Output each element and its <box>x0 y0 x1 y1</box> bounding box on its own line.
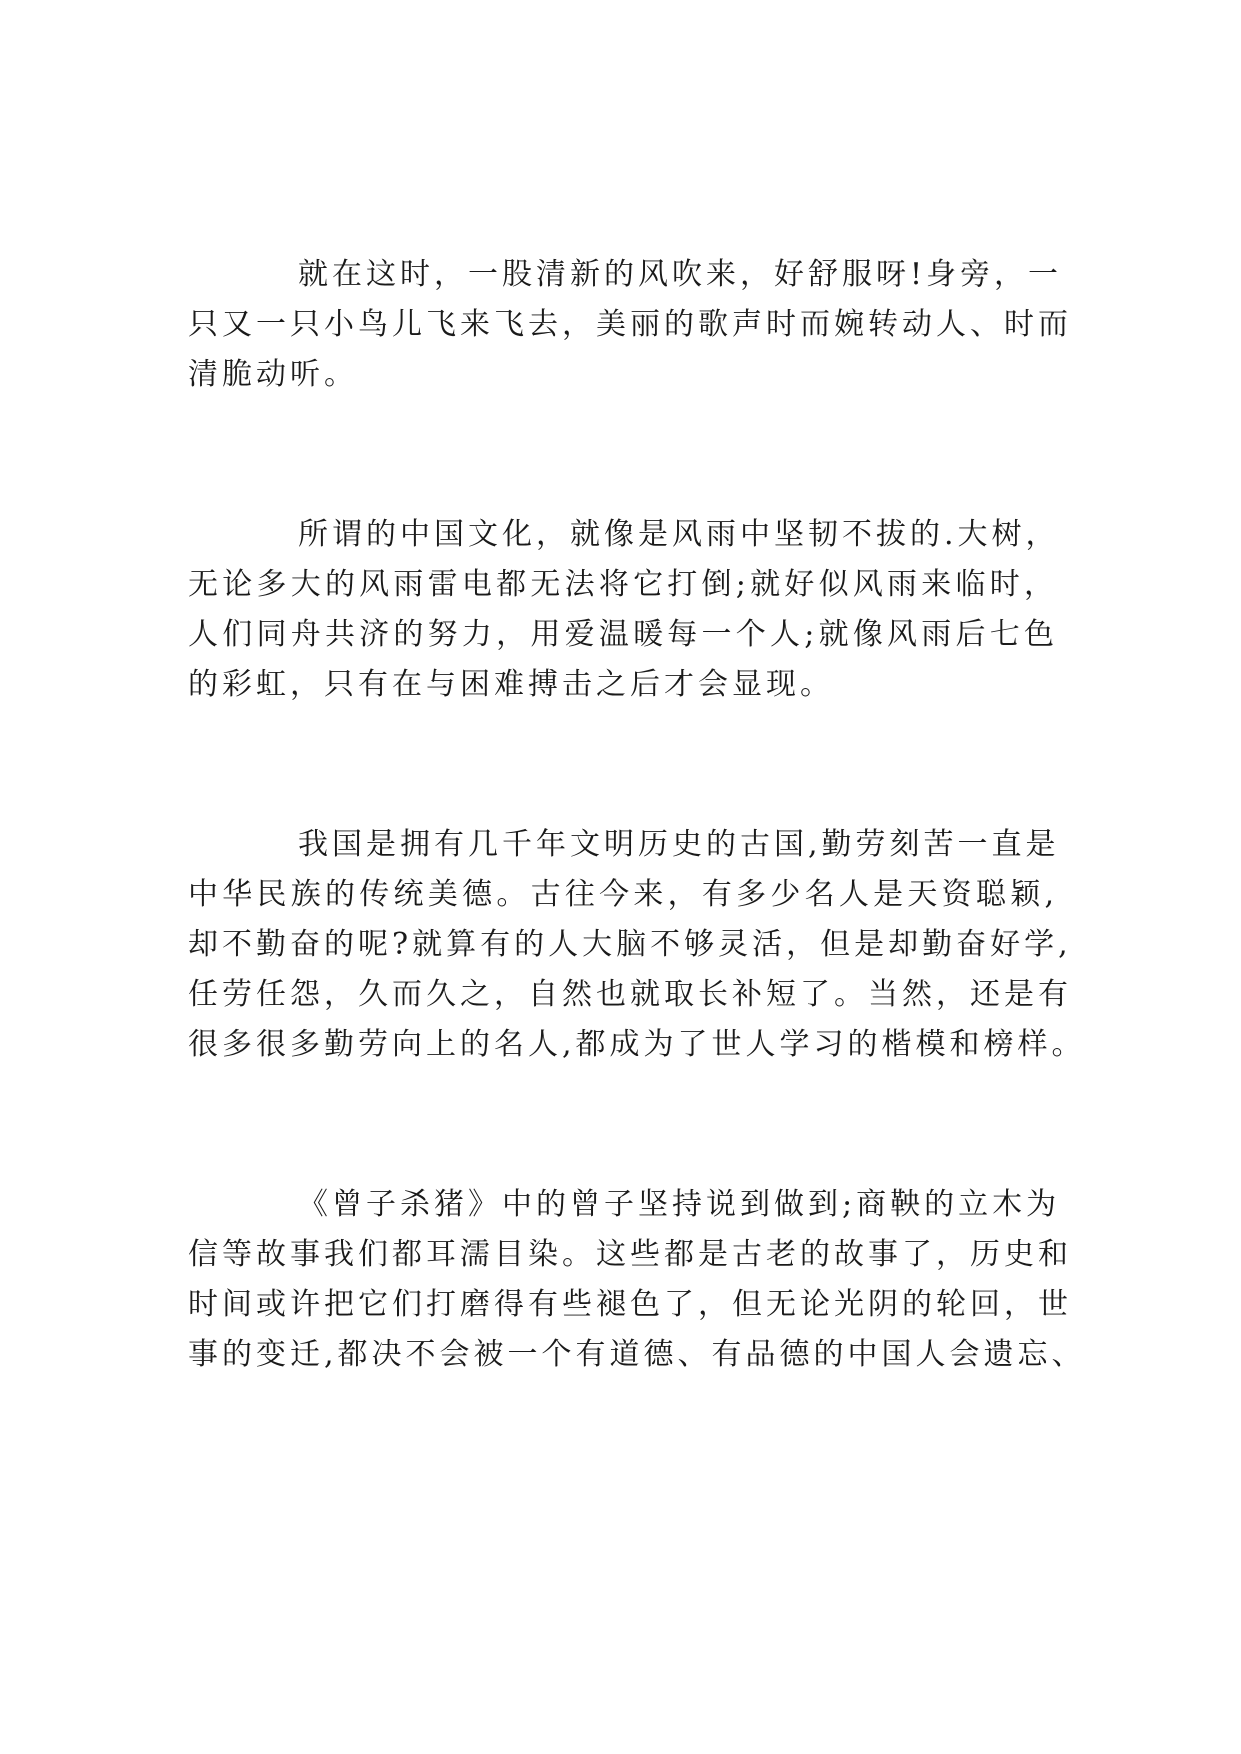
paragraph-line: 任劳任怨，久而久之，自然也就取长补短了。当然，还是有 <box>188 977 1072 1012</box>
paragraph-line: 人们同舟共济的努力，用爱温暖每一个人;就像风雨后七色 <box>188 617 1058 652</box>
paragraph-line: 无论多大的风雨雷电都无法将它打倒;就好似风雨来临时， <box>188 567 1058 602</box>
paragraph-line: 就在这时，一股清新的风吹来，好舒服呀!身旁，一 <box>298 257 1063 292</box>
paragraph-line: 《曾子杀猪》中的曾子坚持说到做到;商鞅的立木为 <box>298 1187 1061 1222</box>
paragraph-line: 我国是拥有几千年文明历史的古国,勤劳刻苦一直是 <box>298 827 1060 862</box>
paragraph-line: 只又一只小鸟儿飞来飞去，美丽的歌声时而婉转动人、时而 <box>188 307 1072 342</box>
paragraph-line: 所谓的中国文化，就像是风雨中坚韧不拔的.大树， <box>298 517 1060 552</box>
paragraph-line: 却不勤奋的呢?就算有的人大脑不够灵活，但是却勤奋好学, <box>188 927 1072 962</box>
paragraph-line: 信等故事我们都耳濡目染。这些都是古老的故事了，历史和 <box>188 1237 1072 1272</box>
paragraph-line: 很多很多勤劳向上的名人,都成为了世人学习的楷模和榜样。 <box>188 1027 1086 1062</box>
paragraph-line: 中华民族的传统美德。古往今来，有多少名人是天资聪颖, <box>188 877 1058 912</box>
paragraph-line: 事的变迁,都决不会被一个有道德、有品德的中国人会遗忘、 <box>188 1337 1086 1372</box>
paragraph-line: 时间或许把它们打磨得有些褪色了，但无论光阴的轮回，世 <box>188 1287 1072 1322</box>
paragraph-line: 清脆动听。 <box>188 357 358 392</box>
paragraph-line: 的彩虹，只有在与困难搏击之后才会显现。 <box>188 667 834 702</box>
